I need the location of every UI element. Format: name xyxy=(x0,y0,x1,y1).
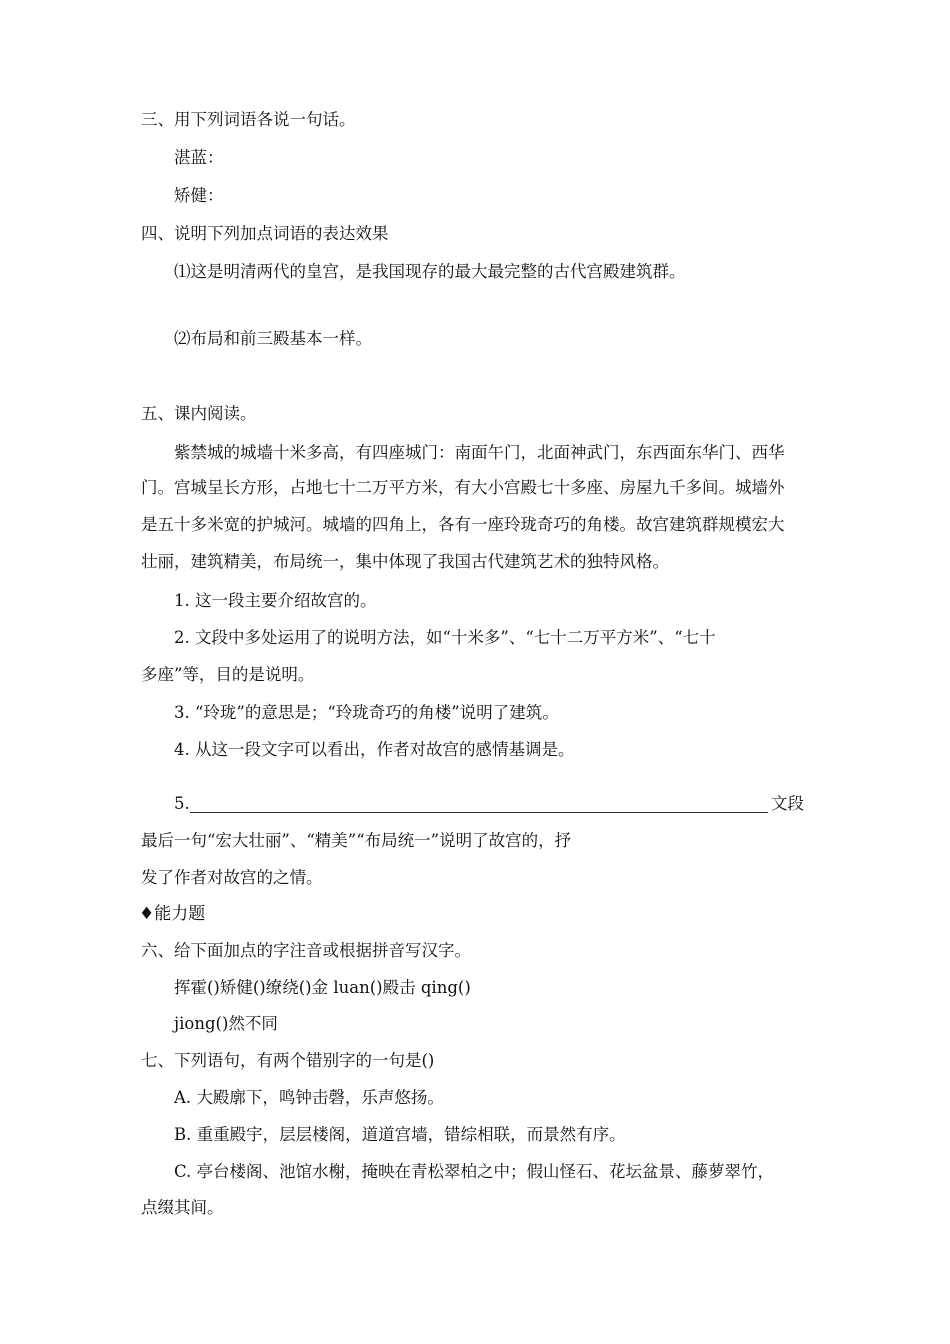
q5-passage-line-3: 是五十多米宽的护城河。城墙的四角上，各有一座玲珑奇巧的角楼。故宫建筑群规模宏大 xyxy=(141,515,785,534)
q7-option-c-line-2: 点缀其间。 xyxy=(141,1198,224,1217)
q7-heading: 七、下列语句，有两个错别字的一句是() xyxy=(141,1051,435,1070)
q6-line-2: jiong()然不同 xyxy=(174,1014,278,1033)
q3-heading: 三、用下列词语各说一句话。 xyxy=(141,110,356,129)
q7-option-c-line-1: C. 亭台楼阁、池馆水榭，掩映在青松翠柏之中；假山怪石、花坛盆景、藤萝翠竹， xyxy=(174,1162,775,1181)
q4-heading: 四、说明下列加点词语的表达效果 xyxy=(141,224,389,243)
q3-word-2: 矫健： xyxy=(174,186,224,205)
q5-sub-3: 3. “玲珑”的意思是；“玲珑奇巧的角楼”说明了建筑。 xyxy=(174,703,559,722)
q6-line-1: 挥霍()矫健()缭绕()金 luan()殿击 qing() xyxy=(174,978,471,997)
q7-option-b: B. 重重殿宇，层层楼阁，道道宫墙，错综相联，而景然有序。 xyxy=(174,1125,626,1144)
q7-option-a: A. 大殿廓下，鸣钟击磬，乐声悠扬。 xyxy=(174,1088,444,1107)
q5-sub-5-line-3: 发了作者对故宫的之情。 xyxy=(141,868,323,887)
q6-heading: 六、给下面加点的字注音或根据拼音写汉字。 xyxy=(141,941,471,960)
q5-passage-line-2: 门。宫城呈长方形，占地七十二万平方米，有大小宫殿七十多座、房屋九千多间。城墙外 xyxy=(141,478,785,497)
q5-sub-1: 1. 这一段主要介绍故宫的。 xyxy=(174,591,377,610)
q4-item-2: ⑵布局和前三殿基本一样。 xyxy=(174,329,372,348)
q5-heading: 五、课内阅读。 xyxy=(141,404,257,423)
answer-blank-line xyxy=(190,812,768,813)
q5-passage-line-1: 紫禁城的城墙十米多高，有四座城门：南面午门，北面神武门，东西面东华门、西华 xyxy=(174,443,785,462)
q5-passage-line-4: 壮丽，建筑精美，布局统一，集中体现了我国古代建筑艺术的独特风格。 xyxy=(141,552,669,571)
q5-sub-4: 4. 从这一段文字可以看出，作者对故宫的感情基调是。 xyxy=(174,740,575,759)
q5-sub-5-line-2: 最后一句“宏大壮丽”、“精美”“布局统一”说明了故宫的，抒 xyxy=(141,831,572,850)
q5-sub-2-line-1: 2. 文段中多处运用了的说明方法，如“十米多”、“七十二万平方米”、“七十 xyxy=(174,628,716,647)
q5-sub-5-number: 5. xyxy=(174,794,190,813)
ability-section-heading: ♦能力题 xyxy=(139,904,206,924)
q4-item-1: ⑴这是明清两代的皇宫，是我国现存的最大最完整的古代宫殿建筑群。 xyxy=(174,262,686,281)
q3-word-1: 湛蓝： xyxy=(174,148,224,167)
q5-sub-2-line-2: 多座”等，目的是说明。 xyxy=(141,665,315,684)
q5-sub-5-tail: 文段 xyxy=(771,794,804,813)
